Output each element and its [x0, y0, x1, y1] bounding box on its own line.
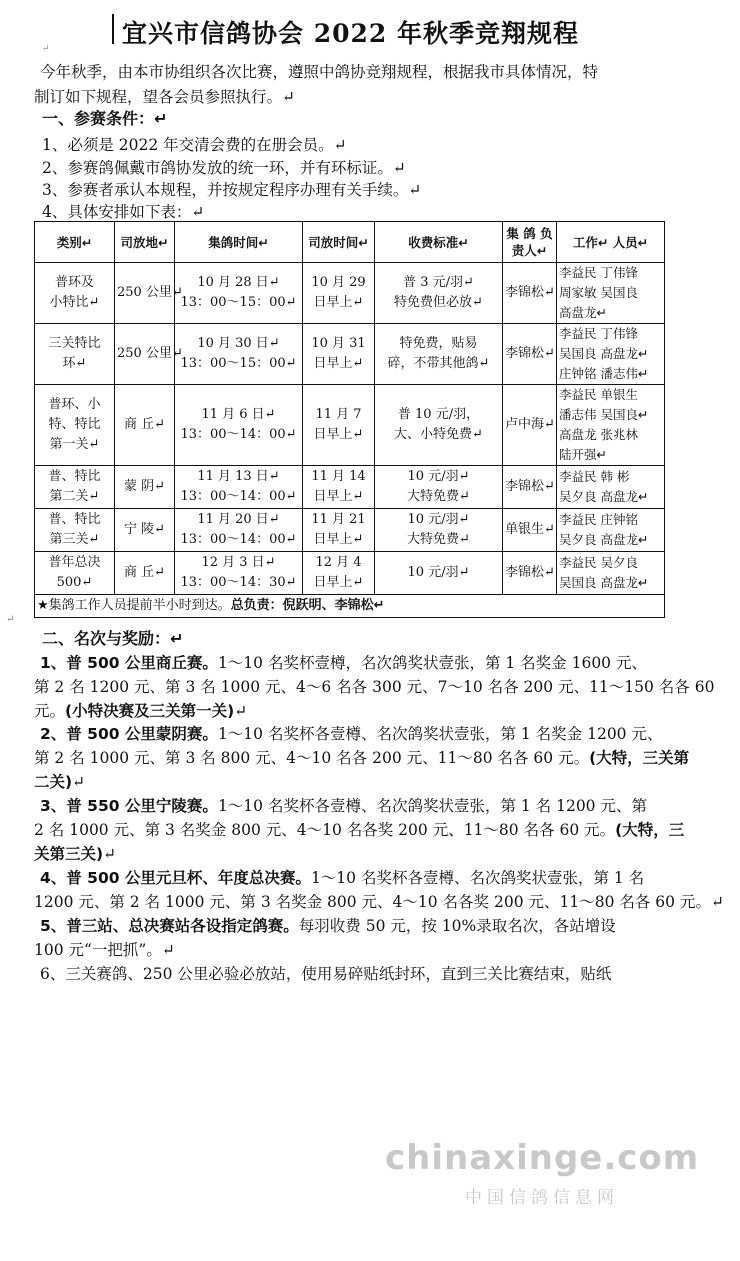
cell-text: 10 元/羽↵	[407, 469, 470, 484]
cell-collect	[175, 324, 303, 385]
cell-location: 商 丘↵	[115, 385, 175, 466]
award-3-text: ↵	[103, 845, 117, 863]
award-2-line-3	[34, 770, 694, 794]
cell-manager: 李锦松↵	[503, 263, 557, 324]
schedule-note-row	[35, 595, 665, 618]
cell-text: 普环及	[54, 275, 94, 290]
cell-collect	[175, 509, 303, 552]
note-chief: 总负责：倪跃明、李锦松↵	[230, 598, 385, 613]
table-row	[35, 509, 665, 552]
award-1-line-1	[0, 651, 740, 675]
cell-text: 李益民 庄钟铭	[559, 512, 638, 527]
note-staff-arrival: ★集鸽工作人员提前半小时到达。	[37, 598, 231, 613]
cell-collect	[175, 385, 303, 466]
cell-release	[303, 263, 375, 324]
cell-manager: 李锦松↵	[503, 466, 557, 509]
cell-text: 日早上↵	[313, 489, 364, 504]
cell-text: 大特免费↵	[407, 489, 470, 504]
cell-text: 普 10 元/羽，	[397, 407, 480, 422]
header-location: 司放地↵	[115, 222, 175, 263]
cell-release	[303, 324, 375, 385]
cell-text: 普、特比	[48, 469, 101, 484]
header-fee: 收费标准↵	[375, 222, 503, 263]
cell-text: 小特比↵	[49, 295, 100, 310]
award-1-text: 1～10 名奖杯壹樽，名次鸽奖状壹张，第 1 名奖金 1600 元、	[217, 654, 647, 672]
cell-text: 吴夕良 高盘龙↵	[559, 532, 649, 547]
intro-line-1: 今年秋季，由本市协组织各次比赛，遵照中鸽协竞翔规程，根据我市具体情况，特	[40, 63, 599, 81]
table-row	[35, 385, 665, 466]
cell-text: 李益民 丁伟锋	[559, 326, 638, 341]
cell-location: 250 公里↵	[115, 324, 175, 385]
table-row	[35, 263, 665, 324]
cell-manager: 单银生↵	[503, 509, 557, 552]
cell-text: 日早上↵	[313, 356, 364, 371]
cell-text: 日早上↵	[313, 532, 364, 547]
award-3-title: 3、普 550 公里宁陵赛。	[40, 797, 218, 815]
anchor-mark: ↵	[6, 614, 15, 625]
award-2-title: 2、普 500 公里蒙阴赛。	[40, 725, 218, 743]
award-1-text: 元。	[34, 702, 66, 720]
cell-release	[303, 552, 375, 595]
cell-text: 13：00～14：00↵	[180, 427, 297, 442]
schedule-note	[35, 595, 665, 618]
cell-text: 普 3 元/羽↵	[403, 275, 474, 290]
schedule-table	[34, 221, 665, 618]
section1-item-4: 4、具体安排如下表：↵	[42, 203, 205, 221]
cell-text: 日早上↵	[313, 427, 364, 442]
award-1-title: 1、普 500 公里商丘赛。	[40, 654, 218, 672]
cell-text: 日早上↵	[313, 575, 364, 590]
header-category: 类别↵	[35, 222, 115, 263]
header-release-time: 司放时间↵	[303, 222, 375, 263]
cell-text: 11 月 6 日↵	[201, 407, 276, 422]
award-4-line-2: 1200 元、第 2 名 1000 元、第 3 名奖金 800 元、4～10 名各奖 200 元、11～80 名各 60 元。↵	[34, 893, 724, 911]
cell-location: 宁 陵↵	[115, 509, 175, 552]
schedule-header-row	[35, 222, 665, 263]
cell-category	[35, 324, 115, 385]
cell-category	[35, 263, 115, 324]
award-3-note: (大特，三	[615, 821, 685, 839]
cell-collect	[175, 466, 303, 509]
award-5-line-2: 100 元“一把抓”。↵	[34, 941, 175, 959]
section2-heading: 二、名次与奖励：↵	[42, 629, 184, 648]
cell-text: 李益民 单银生	[559, 387, 638, 402]
cell-fee	[375, 466, 503, 509]
cell-text: 普环、小	[48, 397, 101, 412]
cell-text: 13：00～15：00↵	[180, 295, 297, 310]
cell-text: 吴国良 高盘龙↵	[559, 346, 649, 361]
cell-text: 10 月 29	[311, 275, 366, 290]
cell-text: 第三关↵	[49, 532, 100, 547]
cell-category	[35, 385, 115, 466]
cell-text: 特免费，贴易	[399, 336, 478, 351]
cell-text: 吴国良 高盘龙↵	[559, 575, 649, 590]
cell-location: 蒙 阴↵	[115, 466, 175, 509]
cell-text: 13：00～14：00↵	[180, 489, 297, 504]
award-4-line-1	[0, 866, 740, 890]
award-1-line-2: 第 2 名 1200 元、第 3 名 1000 元、4～6 名各 300 元、7～10 名各 200 元、11～150 名各 60	[34, 678, 715, 696]
table-row	[35, 552, 665, 595]
cell-text: 13：00～14：30↵	[180, 575, 297, 590]
cell-text: 13：00～14：00↵	[180, 532, 297, 547]
cell-category	[35, 552, 115, 595]
award-4-title: 4、普 500 公里元旦杯、年度总决赛。	[40, 869, 311, 887]
award-4-text: 1～10 名奖杯各壹樽、名次鸽奖状壹张，第 1 名	[310, 869, 645, 887]
cell-collect	[175, 552, 303, 595]
section1-item-1: 1、必须是 2022 年交清会费的在册会员。↵	[42, 136, 347, 154]
cell-text: 12 月 4	[315, 555, 362, 570]
award-2-note: 二关)	[34, 773, 73, 791]
title-block	[112, 10, 612, 50]
cell-release	[303, 466, 375, 509]
intro-line-2: 制订如下规程，望各会员参照执行。↵	[34, 88, 295, 106]
cell-text: 大、小特免费↵	[394, 427, 483, 442]
cell-text: 10 元/羽↵	[407, 512, 470, 527]
watermark-site: chinaxinge.com	[385, 1138, 700, 1178]
table-row	[35, 324, 665, 385]
cell-text: 陆开强↵	[559, 447, 607, 462]
award-3-line-2	[34, 818, 694, 842]
cell-staff	[557, 552, 665, 595]
cell-staff	[557, 385, 665, 466]
award-6-line-1: 6、三关赛鸽、250 公里必验必放站，使用易碎贴纸封环，直到三关比赛结束，贴纸	[40, 965, 612, 983]
cell-fee	[375, 324, 503, 385]
cell-text: 11 月 21	[311, 512, 366, 527]
cell-category	[35, 509, 115, 552]
page-title: 宜兴市信鸽协会 2022 年秋季竞翔规程	[122, 19, 579, 48]
award-3-line-1	[0, 794, 740, 818]
section1-item-2: 2、参赛鸽佩戴市鸽协发放的统一环，并有环标证。↵	[42, 159, 406, 177]
cell-text: 三关特比	[48, 336, 101, 351]
award-2-note: (大特，三关第	[589, 749, 690, 767]
cell-text: 第二关↵	[49, 489, 100, 504]
cell-location: 商 丘↵	[115, 552, 175, 595]
award-2-text: 1～10 名奖杯各壹樽、名次鸽奖状壹张，第 1 名奖金 1200 元、	[217, 725, 663, 743]
award-3-text: 2 名 1000 元、第 3 名奖金 800 元、4～10 名各奖 200 元、11～80 名各 60 元。	[34, 821, 616, 839]
cell-fee	[375, 552, 503, 595]
award-2-line-2	[34, 746, 694, 770]
table-row	[35, 466, 665, 509]
award-5-title: 5、普三站、总决赛站各设指定鸽赛。	[40, 917, 299, 935]
header-staff: 工作↵ 人员↵	[557, 222, 665, 263]
award-1-line-3	[34, 699, 694, 723]
cell-text: 12 月 3 日↵	[201, 555, 276, 570]
header-collect-time: 集鸽时间↵	[175, 222, 303, 263]
cell-text: 普、特比	[48, 512, 101, 527]
cell-text: 10 月 30 日↵	[197, 336, 280, 351]
cell-text: 高盘龙↵	[559, 305, 607, 320]
cell-text: 吴夕良 高盘龙↵	[559, 489, 649, 504]
cell-text: 李益民 吴夕良	[559, 555, 638, 570]
award-5-text: 每羽收费 50 元，按 10%录取名次，各站增设	[298, 917, 616, 935]
cell-text: 13：00～15：00↵	[180, 356, 297, 371]
cell-release	[303, 385, 375, 466]
cell-location: 250 公里↵	[115, 263, 175, 324]
award-2-text: ↵	[72, 773, 86, 791]
award-2-text: 第 2 名 1000 元、第 3 名 800 元、4～10 名各 200 元、11～80 名各 60 元。	[34, 749, 590, 767]
cell-fee	[375, 385, 503, 466]
cell-text: 周家敏 吴国良	[559, 285, 638, 300]
cell-text: 特、特比	[48, 417, 101, 432]
section1-heading: 一、参赛条件：↵	[42, 109, 168, 128]
cell-text: 10 月 28 日↵	[197, 275, 280, 290]
cell-text: 11 月 7	[315, 407, 362, 422]
cell-text: 特免费但必放↵	[394, 295, 483, 310]
award-3-note: 关第三关)	[34, 845, 104, 863]
award-1-text: ↵	[234, 702, 248, 720]
cell-staff	[557, 263, 665, 324]
cell-text: 高盘龙 张兆林	[559, 427, 638, 442]
anchor-mark: ↵	[42, 44, 50, 54]
cell-release	[303, 509, 375, 552]
cell-collect	[175, 263, 303, 324]
cell-text: 11 月 13 日↵	[197, 469, 280, 484]
cell-text: 11 月 20 日↵	[197, 512, 280, 527]
cell-fee	[375, 263, 503, 324]
cell-manager: 卢中海↵	[503, 385, 557, 466]
cell-text: 李益民 丁伟锋	[559, 265, 638, 280]
cell-text: 李益民 韩 彬	[559, 469, 630, 484]
cell-staff	[557, 509, 665, 552]
watermark-name: 中国信鸽信息网	[465, 1188, 619, 1208]
award-2-line-1	[0, 722, 740, 746]
cell-text: 庄钟铭 潘志伟↵	[559, 366, 649, 381]
cell-text: 11 月 14	[311, 469, 366, 484]
award-1-note: (小特决赛及三关第一关)	[65, 702, 235, 720]
cell-manager: 李锦松↵	[503, 324, 557, 385]
cell-text: 碎，不带其他鸽↵	[387, 356, 490, 371]
title-divider	[112, 14, 114, 44]
section1-item-3: 3、参赛者承认本规程，并按规定程序办理有关手续。↵	[42, 181, 422, 199]
cell-text: 10 元/羽↵	[407, 565, 470, 580]
cell-staff	[557, 466, 665, 509]
cell-text: 大特免费↵	[407, 532, 470, 547]
cell-text: 日早上↵	[313, 295, 364, 310]
award-3-line-3	[34, 842, 694, 866]
cell-text: 500↵	[56, 575, 93, 590]
cell-text: 环↵	[62, 356, 87, 371]
header-manager: 集 鸽 负责人↵	[503, 222, 557, 263]
cell-staff	[557, 324, 665, 385]
cell-fee	[375, 509, 503, 552]
award-5-line-1	[0, 914, 740, 938]
cell-manager: 李锦松↵	[503, 552, 557, 595]
cell-text: 潘志伟 吴国良↵	[559, 407, 649, 422]
cell-text: 第一关↵	[49, 437, 100, 452]
award-3-text: 1～10 名奖杯各壹樽、名次鸽奖状壹张，第 1 名 1200 元、第	[217, 797, 647, 815]
cell-text: 普年总决	[48, 555, 101, 570]
cell-category	[35, 466, 115, 509]
cell-text: 10 月 31	[311, 336, 366, 351]
